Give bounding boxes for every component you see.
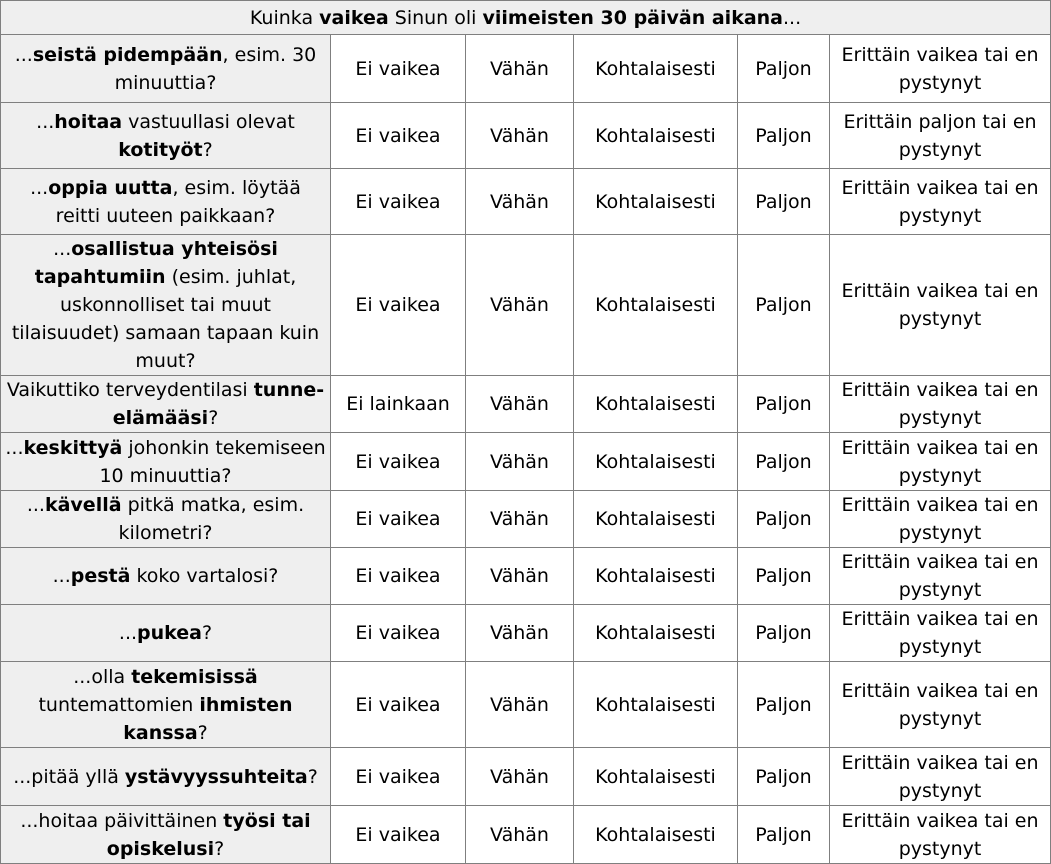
text-run: ... [14, 43, 33, 66]
option-ei-vaikea[interactable]: Ei vaikea [331, 548, 466, 605]
text-run: pitkä matka, esim. kilometri? [118, 494, 305, 544]
option-paljon[interactable]: Paljon [738, 35, 830, 103]
option-kohtalaisesti[interactable]: Kohtalaisesti [574, 433, 738, 491]
question-text [1, 548, 331, 605]
option-ei-vaikea[interactable]: Ei vaikea [331, 662, 466, 748]
text-run: ... [5, 436, 24, 459]
option-vahan[interactable]: Vähän [466, 235, 574, 376]
option-vahan[interactable]: Vähän [466, 35, 574, 103]
question-text [1, 605, 331, 662]
option-ei-vaikea[interactable]: Ei vaikea [331, 491, 466, 548]
text-run: Vaikuttiko terveydentilasi [6, 379, 254, 401]
question-row [1, 376, 1051, 433]
survey-body [1, 1, 1051, 864]
option-kohtalaisesti[interactable]: Kohtalaisesti [574, 662, 738, 748]
question-text [1, 748, 331, 806]
text-run: ... [26, 494, 45, 516]
emphasized-text: vaikea [319, 6, 389, 29]
option-erittain[interactable]: Erittäin paljon tai en pystynyt [830, 103, 1051, 169]
emphasized-text: oppia uutta [48, 176, 173, 199]
option-ei-vaikea[interactable]: Ei vaikea [331, 605, 466, 662]
text-run: , esim. löytää reitti uuteen paikkaan? [55, 176, 301, 227]
question-text [1, 235, 331, 376]
emphasized-text: tunne-elämääsi [112, 379, 325, 429]
question-text [1, 662, 331, 748]
text-run: ... [118, 622, 138, 644]
text-run: ... [30, 176, 49, 199]
option-kohtalaisesti[interactable]: Kohtalaisesti [574, 35, 738, 103]
text-run: ...olla [73, 665, 132, 688]
option-vahan[interactable]: Vähän [466, 169, 574, 235]
question-row [1, 605, 1051, 662]
emphasized-text: työsi tai opiskelusi [106, 809, 311, 860]
option-ei-vaikea[interactable]: Ei vaikea [331, 169, 466, 235]
text-run: Sinun oli [388, 6, 483, 29]
option-kohtalaisesti[interactable]: Kohtalaisesti [574, 235, 738, 376]
option-erittain[interactable]: Erittäin vaikea tai en pystynyt [830, 235, 1051, 376]
text-run: (esim. juhlat, uskonnolliset tai muut tilaisuudet) samaan tapaan kuin muut? [11, 266, 320, 372]
option-paljon[interactable]: Paljon [738, 376, 830, 433]
option-kohtalaisesti[interactable]: Kohtalaisesti [574, 491, 738, 548]
option-erittain[interactable]: Erittäin vaikea tai en pystynyt [830, 35, 1051, 103]
option-erittain[interactable]: Erittäin vaikea tai en pystynyt [830, 491, 1051, 548]
text-run: ? [202, 138, 213, 161]
option-erittain[interactable]: Erittäin vaikea tai en pystynyt [830, 748, 1051, 806]
question-text [1, 376, 331, 433]
emphasized-text: pestä [70, 565, 131, 587]
question-row [1, 35, 1051, 103]
emphasized-text: kävellä [44, 494, 122, 516]
option-erittain[interactable]: Erittäin vaikea tai en pystynyt [830, 169, 1051, 235]
option-ei-vaikea[interactable]: Ei vaikea [331, 235, 466, 376]
option-paljon[interactable]: Paljon [738, 235, 830, 376]
emphasized-text: kotityöt [118, 138, 203, 161]
question-text [1, 491, 331, 548]
question-text [1, 806, 331, 864]
text-run: ? [214, 837, 225, 860]
option-paljon[interactable]: Paljon [738, 748, 830, 806]
option-kohtalaisesti[interactable]: Kohtalaisesti [574, 376, 738, 433]
text-run: vastuullasi olevat [122, 110, 295, 133]
option-ei-vaikea[interactable]: Ei vaikea [331, 35, 466, 103]
emphasized-text: ihmisten kanssa [123, 693, 293, 744]
emphasized-text: pukea [137, 622, 202, 644]
question-text [1, 169, 331, 235]
option-kohtalaisesti[interactable]: Kohtalaisesti [574, 605, 738, 662]
text-run: johonkin tekemiseen 10 minuuttia? [99, 436, 326, 487]
text-run: ...pitää yllä [13, 765, 125, 788]
text-run: ... [53, 238, 72, 260]
question-row [1, 491, 1051, 548]
emphasized-text: seistä pidempään [32, 43, 223, 66]
text-run: ...hoitaa päivittäinen [20, 809, 224, 832]
text-run: tuntemattomien [38, 693, 200, 716]
option-paljon[interactable]: Paljon [738, 548, 830, 605]
option-kohtalaisesti[interactable]: Kohtalaisesti [574, 748, 738, 806]
option-vahan[interactable]: Vähän [466, 376, 574, 433]
option-vahan[interactable]: Vähän [466, 806, 574, 864]
header-title [1, 1, 1051, 35]
emphasized-text: osallistua yhteisösi tapahtumiin [34, 238, 278, 288]
text-run: ? [197, 721, 208, 744]
text-run: ? [307, 765, 318, 788]
question-row [1, 806, 1051, 864]
emphasized-text: tekemisissä [131, 665, 258, 688]
option-kohtalaisesti[interactable]: Kohtalaisesti [574, 806, 738, 864]
text-run: koko vartalosi? [130, 565, 279, 587]
question-row [1, 169, 1051, 235]
option-ei-vaikea[interactable]: Ei lainkaan [331, 376, 466, 433]
question-text [1, 35, 331, 103]
question-row [1, 433, 1051, 491]
text-run: ... [36, 110, 55, 133]
option-ei-vaikea[interactable]: Ei vaikea [331, 748, 466, 806]
option-paljon[interactable]: Paljon [738, 662, 830, 748]
text-run: Kuinka [249, 6, 320, 29]
option-vahan[interactable]: Vähän [466, 433, 574, 491]
question-text [1, 433, 331, 491]
text-run: ... [52, 565, 71, 587]
option-erittain[interactable]: Erittäin vaikea tai en pystynyt [830, 806, 1051, 864]
question-row [1, 748, 1051, 806]
option-vahan[interactable]: Vähän [466, 103, 574, 169]
option-erittain[interactable]: Erittäin vaikea tai en pystynyt [830, 433, 1051, 491]
option-kohtalaisesti[interactable]: Kohtalaisesti [574, 169, 738, 235]
text-run: ? [202, 622, 213, 644]
question-row [1, 103, 1051, 169]
option-ei-vaikea[interactable]: Ei vaikea [331, 103, 466, 169]
option-ei-vaikea[interactable]: Ei vaikea [331, 433, 466, 491]
emphasized-text: keskittyä [23, 436, 123, 459]
option-erittain[interactable]: Erittäin vaikea tai en pystynyt [830, 376, 1051, 433]
emphasized-text: viimeisten 30 päivän aikana [482, 6, 784, 29]
question-row [1, 548, 1051, 605]
emphasized-text: hoitaa [54, 110, 123, 133]
option-erittain[interactable]: Erittäin vaikea tai en pystynyt [830, 605, 1051, 662]
text-run: ? [208, 407, 219, 429]
option-paljon[interactable]: Paljon [738, 605, 830, 662]
question-row [1, 662, 1051, 748]
option-paljon[interactable]: Paljon [738, 169, 830, 235]
question-row [1, 235, 1051, 376]
header-row [1, 1, 1051, 35]
option-kohtalaisesti[interactable]: Kohtalaisesti [574, 103, 738, 169]
question-text [1, 103, 331, 169]
option-erittain[interactable]: Erittäin vaikea tai en pystynyt [830, 548, 1051, 605]
option-vahan[interactable]: Vähän [466, 605, 574, 662]
text-run: , esim. 30 minuuttia? [114, 43, 317, 94]
option-ei-vaikea[interactable]: Ei vaikea [331, 806, 466, 864]
emphasized-text: ystävyyssuhteita [124, 765, 308, 788]
option-vahan[interactable]: Vähän [466, 748, 574, 806]
option-kohtalaisesti[interactable]: Kohtalaisesti [574, 548, 738, 605]
option-erittain[interactable]: Erittäin vaikea tai en pystynyt [830, 662, 1051, 748]
option-vahan[interactable]: Vähän [466, 548, 574, 605]
option-paljon[interactable]: Paljon [738, 491, 830, 548]
option-vahan[interactable]: Vähän [466, 491, 574, 548]
option-paljon[interactable]: Paljon [738, 806, 830, 864]
option-paljon[interactable]: Paljon [738, 433, 830, 491]
option-vahan[interactable]: Vähän [466, 662, 574, 748]
text-run: ... [783, 6, 802, 29]
option-paljon[interactable]: Paljon [738, 103, 830, 169]
